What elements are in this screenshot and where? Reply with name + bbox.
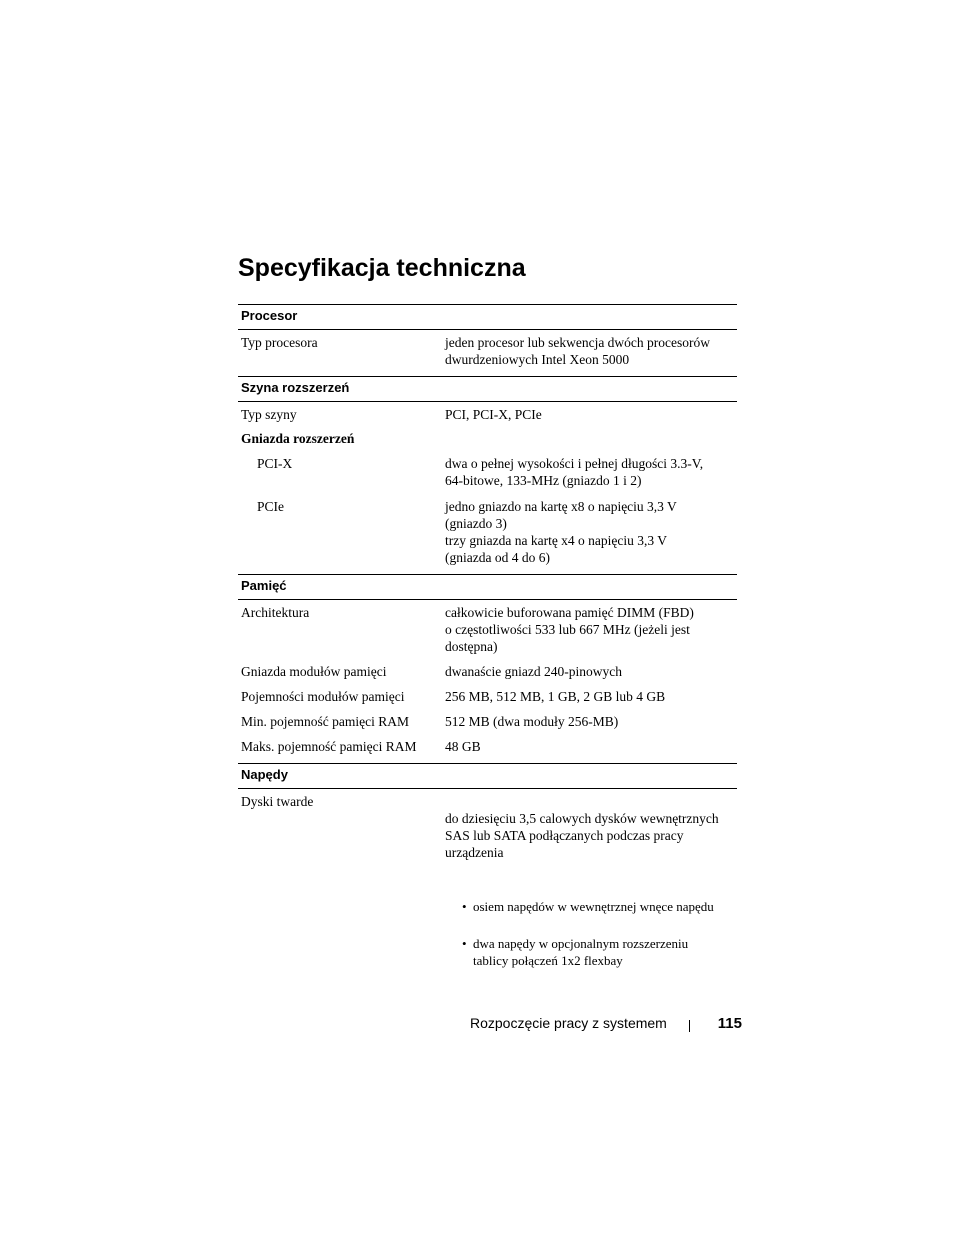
spec-table bbox=[238, 304, 737, 1011]
section-title: Procesor bbox=[238, 304, 737, 330]
spec-label: Min. pojemność pamięci RAM bbox=[241, 714, 409, 729]
footer-chapter-title: Rozpoczęcie pracy z systemem bbox=[470, 1015, 667, 1031]
spec-value: dwanaście gniazd 240-pinowych bbox=[445, 664, 622, 679]
bullet-text: dwa napędy w opcjonalnym rozszerzeniu tablicy połączeń 1x2 flexbay bbox=[473, 936, 689, 968]
spec-row bbox=[238, 663, 737, 680]
spec-value: 256 MB, 512 MB, 1 GB, 2 GB lub 4 GB bbox=[445, 689, 666, 704]
spec-value-text: do dziesięciu 3,5 calowych dysków wewnętrznych SAS lub SATA podłączanych podczas pracy urządzenia bbox=[445, 811, 719, 860]
spec-row bbox=[238, 498, 737, 566]
section-title: Pamięć bbox=[238, 574, 737, 600]
spec-value: 512 MB (dwa moduły 256-MB) bbox=[445, 714, 619, 729]
section-procesor bbox=[238, 304, 737, 376]
bullet-dot-icon: • bbox=[462, 936, 467, 951]
spec-label: Maks. pojemność pamięci RAM bbox=[241, 739, 417, 754]
spec-label: PCI-X bbox=[257, 456, 293, 471]
spec-value: 48 GB bbox=[445, 739, 481, 754]
spec-value: całkowicie buforowana pamięć DIMM (FBD) o częstotliwości 533 lub 667 MHz (jeżeli jest dostępna) bbox=[445, 605, 694, 654]
section-title: Szyna rozszerzeń bbox=[238, 376, 737, 402]
section-pamiec bbox=[238, 574, 737, 763]
spec-label: Architektura bbox=[241, 605, 310, 620]
spec-row bbox=[238, 604, 737, 655]
spec-value: dwa o pełnej wysokości i pełnej długości 3.3-V, 64-bitowe, 133-MHz (gniazdo 1 i 2) bbox=[445, 456, 704, 488]
spec-label: PCIe bbox=[257, 499, 284, 514]
spec-label: Dyski twarde bbox=[241, 794, 314, 809]
page-footer bbox=[470, 1015, 742, 1035]
spec-value bbox=[445, 793, 737, 1003]
bullet-text: osiem napędów w wewnętrznej wnęce napędu bbox=[473, 899, 714, 914]
spec-row bbox=[238, 334, 737, 368]
spec-subheading: Gniazda rozszerzeń bbox=[241, 431, 355, 446]
footer-separator bbox=[689, 1020, 690, 1032]
spec-row bbox=[238, 713, 737, 730]
spec-value: jeden procesor lub sekwencja dwóch procesorów dwurdzeniowych Intel Xeon 5000 bbox=[445, 335, 711, 367]
section-napedy bbox=[238, 763, 737, 1011]
spec-row bbox=[238, 793, 737, 1003]
section-title: Napędy bbox=[238, 763, 737, 789]
bullet-item bbox=[445, 898, 737, 915]
spec-value: jedno gniazdo na kartę x8 o napięciu 3,3 V (gniazdo 3) trzy gniazda na kartę x4 o napięciu 3,3 V (gniazda od 4 do 6) bbox=[445, 499, 677, 565]
spec-value bbox=[445, 430, 737, 447]
page-number: 115 bbox=[717, 1015, 742, 1032]
spec-label: Typ procesora bbox=[241, 335, 318, 350]
bullet-list bbox=[445, 878, 737, 986]
spec-label: Pojemności modułów pamięci bbox=[241, 689, 405, 704]
bullet-item bbox=[445, 935, 737, 969]
spec-row bbox=[238, 455, 737, 489]
page-title: Specyfikacja techniczna bbox=[238, 254, 526, 282]
spec-label: Gniazda modułów pamięci bbox=[241, 664, 387, 679]
spec-row bbox=[238, 688, 737, 705]
spec-row bbox=[238, 430, 737, 447]
spec-label: Typ szyny bbox=[241, 407, 297, 422]
section-szyna bbox=[238, 376, 737, 574]
spec-row bbox=[238, 406, 737, 423]
spec-value: PCI, PCI-X, PCIe bbox=[445, 407, 542, 422]
spec-row bbox=[238, 738, 737, 755]
bullet-dot-icon: • bbox=[462, 899, 467, 914]
